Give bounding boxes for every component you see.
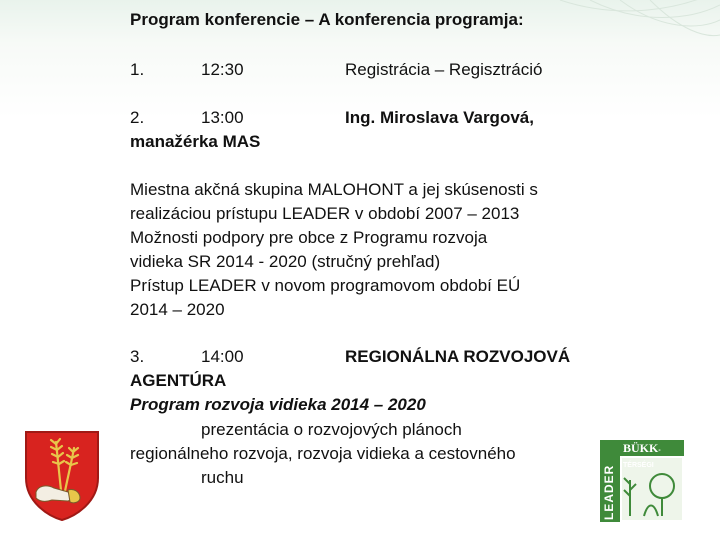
bukk-suffix: -TÉRSÉGI <box>623 447 661 469</box>
item-3-organization: REGIONÁLNA ROZVOJOVÁ <box>345 347 571 366</box>
item-3-description: ruchu <box>201 468 244 487</box>
item-2-speaker: Ing. Miroslava Vargová, <box>345 108 534 127</box>
leader-bukk-logo <box>600 440 684 522</box>
item-2-time: 13:00 <box>201 108 244 127</box>
item-3-program: Program rozvoja vidieka 2014 – 2020 <box>130 395 426 414</box>
topic-line: realizáciou prístupu LEADER v období 2007 – 2013 <box>130 204 520 223</box>
topic-line: Prístup LEADER v novom programovom období EÚ <box>130 276 521 295</box>
item-1-text: Registrácia – Regisztráció <box>345 60 543 79</box>
item-1-time: 12:30 <box>201 60 244 79</box>
page-title: Program konferencie – A konferencia programja: <box>130 10 524 29</box>
item-3-description: regionálneho rozvoja, rozvoja vidieka a cestovného <box>130 444 516 463</box>
item-2-number: 2. <box>130 108 145 127</box>
leader-vertical-text: LEADER <box>602 464 616 520</box>
topic-line: vidieka SR 2014 - 2020 (stručný prehľad) <box>130 252 441 271</box>
bukk-label: BÜKK <box>623 441 659 455</box>
item-2-role: manažérka MAS <box>130 132 261 151</box>
item-3-number: 3. <box>130 347 145 366</box>
item-3-time: 14:00 <box>201 347 244 366</box>
item-1-number: 1. <box>130 60 145 79</box>
topic-line: 2014 – 2020 <box>130 300 225 319</box>
bukk-text <box>623 441 684 471</box>
coat-of-arms-logo <box>24 430 100 522</box>
topic-line: Možnosti podpory pre obce z Programu rozvoja <box>130 228 488 247</box>
item-3-organization-cont: AGENTÚRA <box>130 371 227 390</box>
topic-line: Miestna akčná skupina MALOHONT a jej skúsenosti s <box>130 180 538 199</box>
item-3-description: prezentácia o rozvojových plánoch <box>201 420 462 439</box>
